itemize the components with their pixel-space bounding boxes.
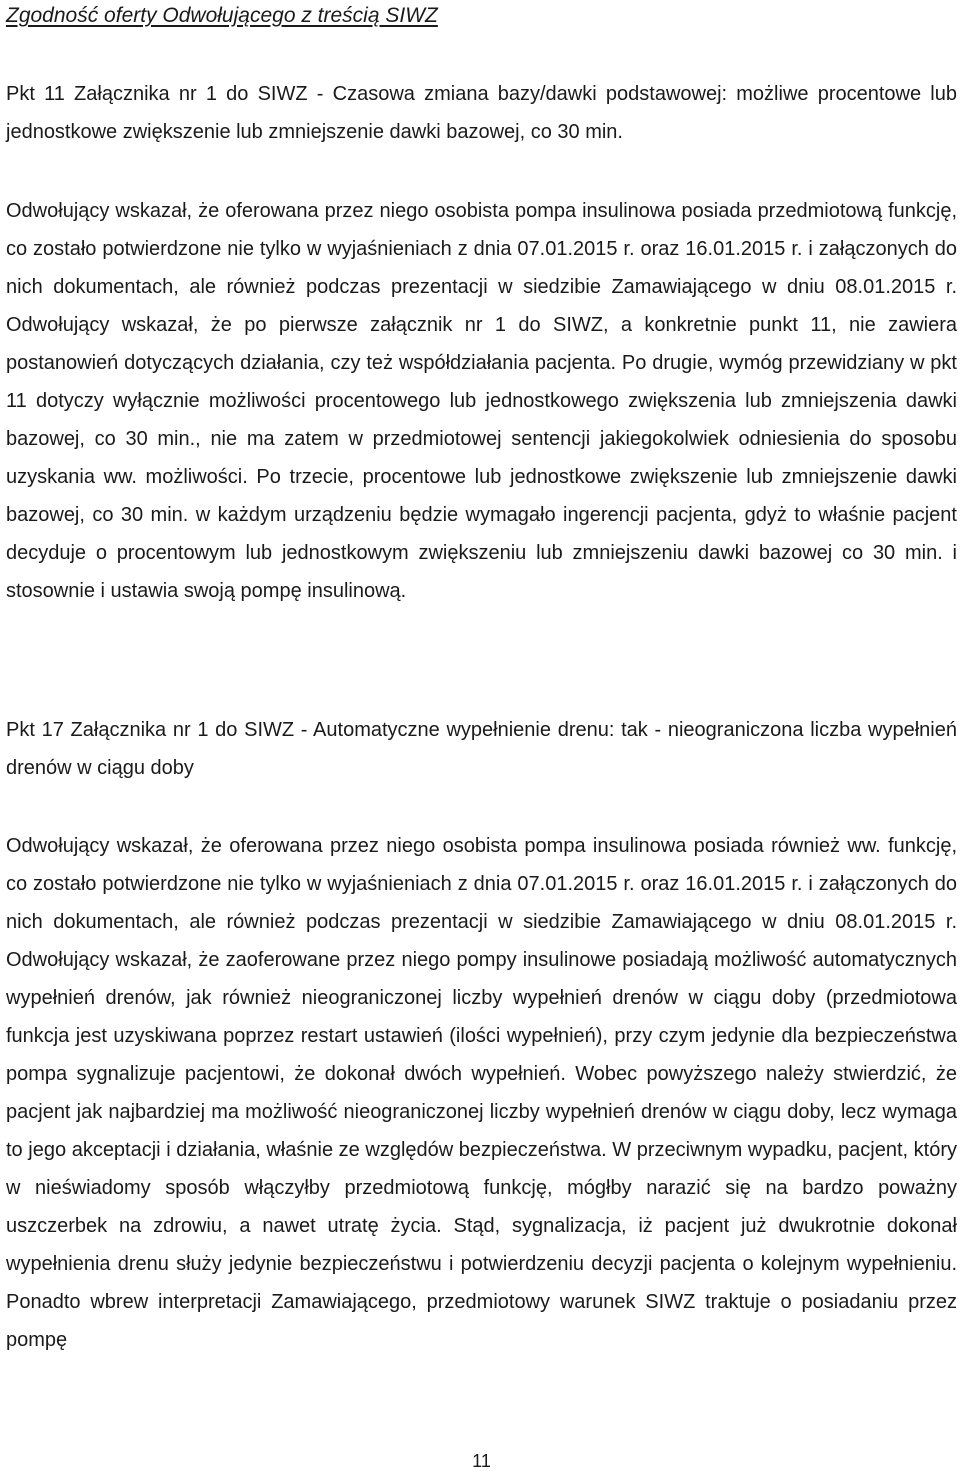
paragraph-pkt-11-argument: Odwołujący wskazał, że oferowana przez niego osobista pompa insulinowa posiada przedmiotową funkcję, co zostało potwierdzone nie tylko w wyjaśnieniach z dnia 07.01.2015 r. oraz 16.01.2015 r. i załączonych do nich dokumentach, ale również podczas prezentacji w siedzibie Zamawiającego w dniu 08.01.2015 r. Odwołujący wskazał, że po pierwsze załącznik nr 1 do SIWZ, a konkretnie punkt 11, nie zawiera postanowień dotyczących działania, czy też współdziałania pacjenta. Po drugie, wymóg przewidziany w pkt 11 dotyczy wyłącznie możliwości procentowego lub jednostkowego zwiększenia lub zmniejszenia dawki bazowej, co 30 min., nie ma zatem w przedmiotowej sentencji jakiegokolwiek odniesienia do sposobu uzyskania ww. możliwości. Po trzecie, procentowe lub jednostkowe zwiększenie lub zmniejszenie dawki bazowej, co 30 min. w każdym urządzeniu będzie wymagało ingerencji pacjenta, gdyż to właśnie pacjent decyduje o procentowym lub jednostkowym zwiększeniu lub zmniejszeniu dawki bazowej co 30 min. i stosownie i ustawia swoją pompę insulinową. <box>6 200 957 602</box>
paragraph-pkt-17-argument: Odwołujący wskazał, że oferowana przez niego osobista pompa insulinowa posiada również ww. funkcję, co zostało potwierdzone nie tylko w wyjaśnieniach z dnia 07.01.2015 r. oraz 16.01.2015 r. i załączonych do nich dokumentach, ale również podczas prezentacji w siedzibie Zamawiającego w dniu 08.01.2015 r. Odwołujący wskazał, że zaoferowane przez niego pompy insulinowe posiadają możliwość automatycznych wypełnień drenów, jak również nieograniczonej liczby wypełnień drenów w ciągu doby (przedmiotowa funkcja jest uzyskiwana poprzez restart ustawień (ilości wypełnień), przy czym jedynie dla bezpieczeństwa pompa sygnalizuje pacjentowi, że dokonał dwóch wypełnień. Wobec powyższego należy stwierdzić, że pacjent jak najbardziej ma możliwość nieograniczonej liczby wypełnień drenów w ciągu doby, lecz wymaga to jego akceptacji i działania, właśnie ze względów bezpieczeństwa. W przeciwnym wypadku, pacjent, który w nieświadomy sposób włączyłby przedmiotową funkcję, mógłby narazić się na bardzo poważny uszczerbek na zdrowiu, a nawet utratę życia. Stąd, sygnalizacja, iż pacjent już dwukrotnie dokonał wypełnienia drenu służy jedynie bezpieczeństwu i potwierdzeniu decyzji pacjenta o kolejnym wypełnieniu. Ponadto wbrew interpretacji Zamawiającego, przedmiotowy warunek SIWZ traktuje o posiadaniu przez pompę <box>6 835 957 1351</box>
section-heading: Zgodność oferty Odwołującego z treścią SIWZ <box>6 4 438 27</box>
page-number: 11 <box>472 1451 491 1471</box>
document-page <box>6 0 957 1472</box>
paragraph-pkt-11: Pkt 11 Załącznika nr 1 do SIWZ - Czasowa zmiana bazy/dawki podstawowej: możliwe procentowe lub jednostkowe zwiększenie lub zmniejszenie dawki bazowej, co 30 min. <box>6 83 957 143</box>
paragraph-pkt-17: Pkt 17 Załącznika nr 1 do SIWZ - Automatyczne wypełnienie drenu: tak - nieograniczona liczba wypełnień drenów w ciągu doby <box>6 719 957 779</box>
